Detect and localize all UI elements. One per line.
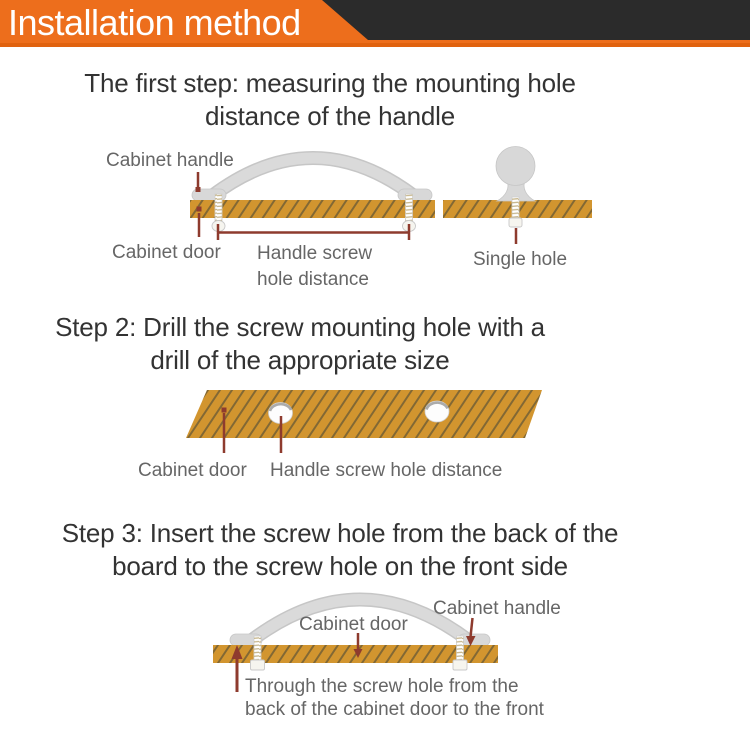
step2-heading-line2: drill of the appropriate size	[150, 345, 450, 375]
label-handle-screw-hole-distance: Handle screw hole distance	[257, 243, 373, 290]
label-handle-screw-hole-distance: Handle screw hole distance	[270, 460, 503, 481]
step2-diagram	[186, 390, 542, 453]
step1-heading-line2: distance of the handle	[204, 101, 455, 131]
label-cabinet-door: Cabinet door	[138, 460, 247, 481]
label-cabinet-door: Cabinet door	[299, 614, 408, 635]
label-cabinet-door: Cabinet door	[112, 242, 221, 263]
step1-heading	[0, 67, 660, 133]
step3-heading-line2: board to the screw hole on the front side	[112, 551, 568, 581]
step1-heading-line1: The first step: measuring the mounting hole	[84, 68, 576, 98]
step1-diagram	[190, 147, 592, 245]
label-cabinet-handle: Cabinet handle	[433, 598, 561, 619]
cabinet-door-board	[190, 200, 592, 218]
step3-heading	[10, 517, 670, 583]
drilled-hole-icon	[425, 401, 449, 422]
label-single-hole: Single hole	[473, 249, 568, 270]
dimension-line-screw-distance	[218, 224, 409, 240]
step3-heading-line1: Step 3: Insert the screw hole from the back of the	[61, 518, 619, 548]
label-through-screw-hole: Through the screw hole from the back of the cabinet door to the front	[245, 676, 544, 720]
page-title: Installation method	[8, 2, 301, 43]
annotation-pointer-cabinet-door	[197, 207, 202, 238]
step2-heading	[0, 311, 600, 377]
step2-heading-line1: Step 2: Drill the screw mounting hole with a	[55, 312, 545, 342]
label-cabinet-handle: Cabinet handle	[106, 150, 234, 171]
cabinet-door-board-angled	[186, 390, 542, 438]
annotation-pointer-cabinet-handle	[196, 172, 201, 192]
